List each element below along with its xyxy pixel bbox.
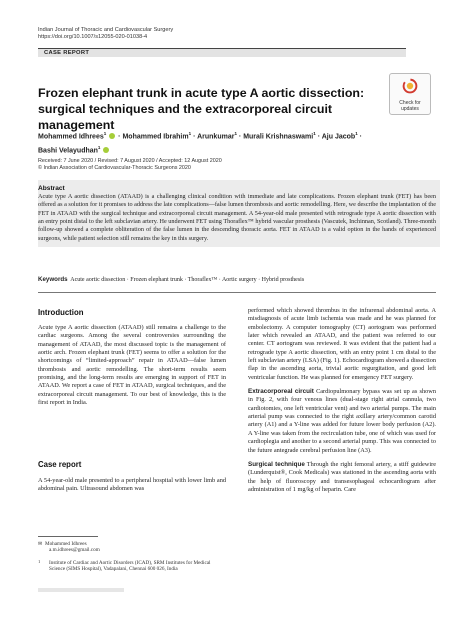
case-report-heading: Case report (38, 460, 82, 469)
case-report-text (38, 477, 226, 494)
surgical-technique-heading: Surgical technique (248, 460, 305, 468)
history-dates: Received: 7 June 2020 / Revised: 7 August 2020 / Accepted: 12 August 2020 (38, 158, 222, 164)
surgical-technique-paragraph (248, 461, 436, 494)
affiliation-marker: 1 (103, 131, 107, 136)
abstract-heading: Abstract (38, 185, 65, 192)
author-name[interactable]: Aju Jacob (321, 133, 356, 141)
doi-link[interactable]: https://doi.org/10.1007/s12055-020-01038-4 (38, 34, 148, 40)
affiliation-marker: 1 (234, 131, 237, 136)
affiliation-marker: 1 (188, 131, 192, 136)
check-updates-line2: updates (401, 106, 419, 112)
journal-name: Indian Journal of Thoracic and Cardiovascular Surgery (38, 27, 174, 33)
orcid-icon[interactable] (109, 133, 115, 139)
author-name[interactable]: Mohammed Ibrahim (122, 133, 189, 141)
abstract-section (38, 180, 440, 247)
affiliation-text: Institute of Cardiac and Aortic Disorders (ICAD), SRM Institutes for Medical Science (SIMS Hospital), Vadapalani, Chennai 600 026, India (49, 560, 211, 573)
affiliation-number: 1 (38, 559, 41, 564)
surgical-technique-text: Through the right femoral artery, a stiff guidewire (Lunderquist®, Cook Medicals) was stationed in the ascending aorta with the help of fluoroscopy and transesophageal echocardiogram after administration of 1 mg/kg of heparin. Care (248, 460, 436, 493)
author-name[interactable]: Arunkumar (197, 133, 235, 141)
abstract-text: Acute type A aortic dissection (ATAAD) is a challenging clinical condition with immediate and late complications. Frozen elephant trunk (FET) has been offered as a solution for it promises to address the late complications—false lumen thrombosis and aortic remodelling. Here, we describe the implantation of the FET in ATAAD with the surgical technique and extracorporeal circuit management. A 54-year-old male presented with retrograde type A aortic dissection with an entry point distal to the left subclavian artery. He underwent FET using Thoraflex™ hybrid vascular prosthesis (Vascutek, Inchinnan, Scotland). Three-month follow-up showed a complete obliteration of the false lumen in the descending thoracic aorta. FET in ATAAD is a valid option in the hands of experienced surgeons, while patient selection still remains the key in this surgery. (38, 193, 436, 242)
affiliation-marker: 1 (97, 145, 101, 151)
author-separator: · (118, 133, 121, 141)
publisher-strip (38, 588, 124, 592)
corresponding-author: Mohammed Idhrees (44, 541, 87, 547)
check-for-updates-button[interactable] (389, 73, 431, 115)
author-email[interactable]: a.m.idhrees@gmail.com (49, 547, 100, 554)
extracorporeal-text: Cardiopulmonary bypass was set up as shown in Fig. 2, with four venous lines (dual-stage right atrial cannula, two cardiotomies, one left ventricular vent) and two arterial pumps. The main arterial pump was connected to the right axillary artery/common carotid artery (A1) and a Y-line was added for future lower body perfusion (A2). A Y-line was taken from the recirculation tube, one of which was used for cardioplegia and another to a second arterial pump. This was connected to the future antegrade cerebral perfusion line (A3). (248, 388, 437, 454)
author-name[interactable]: Murali Krishnaswami (243, 133, 314, 141)
author-separator: · (193, 133, 196, 141)
author-list (38, 128, 438, 157)
right-column (248, 307, 436, 494)
author-separator: · (359, 133, 362, 141)
article-dates (38, 158, 222, 172)
case-report-paragraph: A 54-year-old male presented to a peripheral hospital with lower limb and abdominal pain. Ultrasound abdomen was (38, 477, 226, 493)
keywords-label: Keywords (38, 276, 68, 283)
envelope-icon: ✉ (38, 541, 43, 547)
affiliation-marker: 1 (313, 131, 316, 136)
introduction-heading: Introduction (38, 308, 84, 317)
copyright-line: © Indian Association of Cardiovascular-Thoracic Surgeons 2020 (38, 165, 191, 171)
extracorporeal-heading: Extracorporeal circuit (248, 388, 314, 396)
author-name[interactable]: Bashi Velayudhan (38, 147, 98, 155)
check-updates-icon (402, 78, 418, 94)
affiliation-note (38, 560, 227, 573)
keywords-text: Acute aortic dissection · Frozen elephant trunk · Thoraflex™ · Aortic surgery · Hybrid prosthesis (70, 277, 305, 283)
footnote-divider (38, 536, 98, 537)
correspondence-note (38, 541, 226, 554)
section-divider (38, 292, 436, 293)
author-separator: · (238, 133, 242, 141)
article-type-badge: CASE REPORT (38, 48, 406, 57)
affiliation-marker: 1 (355, 131, 358, 136)
keywords (38, 276, 438, 284)
check-updates-line1: Check for (399, 100, 421, 106)
case-paragraph: performed which showed thrombus in the infrarenal abdominal aorta. A misdiagnosis of acute limb ischemia was made and he was planned for embolectomy. A computer tomography (CT) aortogram was performed later which revealed an ATAAD, and the patient was referred to our center. CT aortogram was reviewed. It was evident that the patient had a retrograde type A aortic dissection, with an entry point 1 cm distal to the left subclavian artery (LSA) (Fig. 1). Echocardiogram showed a dissection flap in the ascending aorta, trivial aortic regurgitation, and good left ventricular function. He was planned for emergency FET surgery. (248, 307, 436, 381)
author-name[interactable]: Mohammed Idhrees (38, 133, 104, 141)
article-title: Frozen elephant trunk in acute type A aortic dissection: surgical techniques and the extracorporeal circuit management (38, 86, 365, 132)
author-separator: · (317, 133, 321, 141)
orcid-icon[interactable] (103, 147, 109, 153)
introduction-text (38, 324, 226, 407)
introduction-paragraph: Acute type A aortic dissection (ATAAD) still remains a challenge to the cardiac surgeons. Among the several controversies surrounding the management of ATAAD, the most discussed topic is the management of aortic arch. Frozen elephant trunk (FET) seems to offer a solution for the shortcomings of “limited-approach” repair in ATAAD—false lumen thrombosis and aortic remodelling. The short-term results seem promising, and the long-term results are emerging in support of FET in ATAAD. We report a case of FET in ATAAD, surgical techniques, and the extracorporeal circuit management. To our best of knowledge, this is the first report in India. (38, 324, 226, 407)
extracorporeal-paragraph (248, 388, 436, 455)
